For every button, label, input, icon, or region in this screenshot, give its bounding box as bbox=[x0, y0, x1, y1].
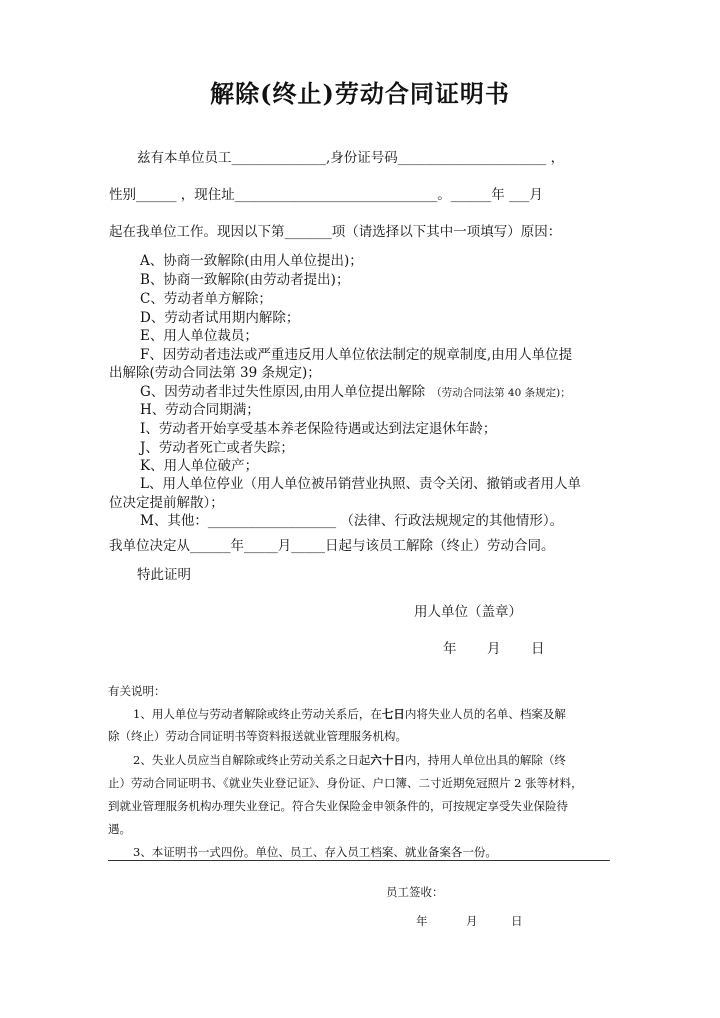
note-2-text-c: 内，持用人单位出具的解除（终 bbox=[404, 753, 566, 767]
reason-k: K、用人单位破产； bbox=[140, 458, 259, 474]
intro-line-2: 性别______ ，现住址______________________________。______年 ___月 bbox=[109, 187, 543, 203]
reason-b: B、协商一致解除(由劳动者提出)； bbox=[140, 272, 350, 288]
note-1-emphasis: 七日 bbox=[381, 707, 405, 721]
employer-date-month: 月 bbox=[487, 641, 501, 657]
reason-d: D、劳动者试用期内解除； bbox=[140, 310, 300, 326]
employee-sign-label: 员工签收： bbox=[386, 885, 444, 899]
employee-date-month: 月 bbox=[466, 914, 478, 928]
notes-divider bbox=[108, 860, 610, 861]
note-3: 3、本证明书一式四份。单位、员工、存入员工档案、就业备案各一份。 bbox=[133, 845, 497, 859]
note-1-text-a: 1、用人单位与劳动者解除或终止劳动关系后，在 bbox=[133, 707, 382, 721]
intro-line-1: 兹有本单位员工______________,身份证号码______________________ ， bbox=[137, 150, 565, 166]
reason-f-cont: 出解除(劳动合同法第 39 条规定)； bbox=[109, 365, 321, 381]
reason-g bbox=[140, 380, 571, 400]
note-2-emphasis: 六十日 bbox=[370, 753, 405, 767]
reason-c: C、劳动者单方解除； bbox=[140, 291, 272, 307]
page-title: 解除(终止)劳动合同证明书 bbox=[210, 79, 510, 108]
note-1-line-1 bbox=[133, 706, 566, 722]
note-2-line-2: 止）劳动合同证明书、《就业失业登记证》、身份证、户口簿、二寸近期免冠照片 2 张等材料， bbox=[108, 776, 583, 790]
decision-line: 我单位决定从______年_____月_____日起与该员工解除（终止）劳动合同。 bbox=[109, 538, 555, 554]
reason-m: M、其他：___________________ （法律、行政法规规定的其他情形）。 bbox=[140, 513, 564, 529]
reason-g-citation: （劳动合同法第 40 条规定)； bbox=[431, 387, 571, 399]
note-2-line-3: 到就业管理服务机构办理失业登记。符合失业保险金申领条件的，可按规定享受失业保险待 bbox=[108, 799, 568, 813]
reason-h: H、劳动合同期满； bbox=[140, 402, 260, 418]
intro-line-3: 起在我单位工作。现因以下第_______项（请选择以下其中一项填写）原因： bbox=[109, 224, 562, 240]
reason-e: E、用人单位裁员； bbox=[140, 328, 258, 344]
employer-seal-label: 用人单位（盖章） bbox=[414, 604, 522, 620]
employer-date-day: 日 bbox=[531, 641, 545, 657]
reason-l: L、用人单位停业（用人单位被吊销营业执照、责令关闭、撤销或者用人单 bbox=[140, 476, 581, 492]
note-2-text-a: 2、失业人员应当自解除或终止劳动关系之日起 bbox=[133, 753, 371, 767]
note-1-line-2: 除（终止）劳动合同证明书等资料报送就业管理服务机构。 bbox=[108, 729, 407, 743]
certify-text: 特此证明 bbox=[137, 567, 191, 583]
reason-i: I、劳动者开始享受基本养老保险待遇或达到法定退休年龄； bbox=[140, 421, 497, 437]
reason-a: A、协商一致解除(由用人单位提出)； bbox=[140, 253, 363, 269]
reason-j: J、劳动者死亡或者失踪； bbox=[140, 440, 294, 456]
note-2-line-1 bbox=[133, 752, 566, 768]
reason-g-main: G、因劳动者非过失性原因,由用人单位提出解除 bbox=[140, 384, 426, 400]
employee-date-day: 日 bbox=[511, 914, 523, 928]
reason-f: F、因劳动者违法或严重违反用人单位依法制定的规章制度,由用人单位提 bbox=[140, 347, 573, 363]
notes-heading: 有关说明： bbox=[108, 684, 166, 698]
note-2-line-4: 遇。 bbox=[108, 822, 131, 836]
employee-date-year: 年 bbox=[416, 914, 428, 928]
note-1-text-c: 内将失业人员的名单、档案及解 bbox=[404, 707, 566, 721]
reason-l-cont: 位决定提前解散）； bbox=[109, 495, 224, 511]
employer-date-year: 年 bbox=[443, 641, 457, 657]
